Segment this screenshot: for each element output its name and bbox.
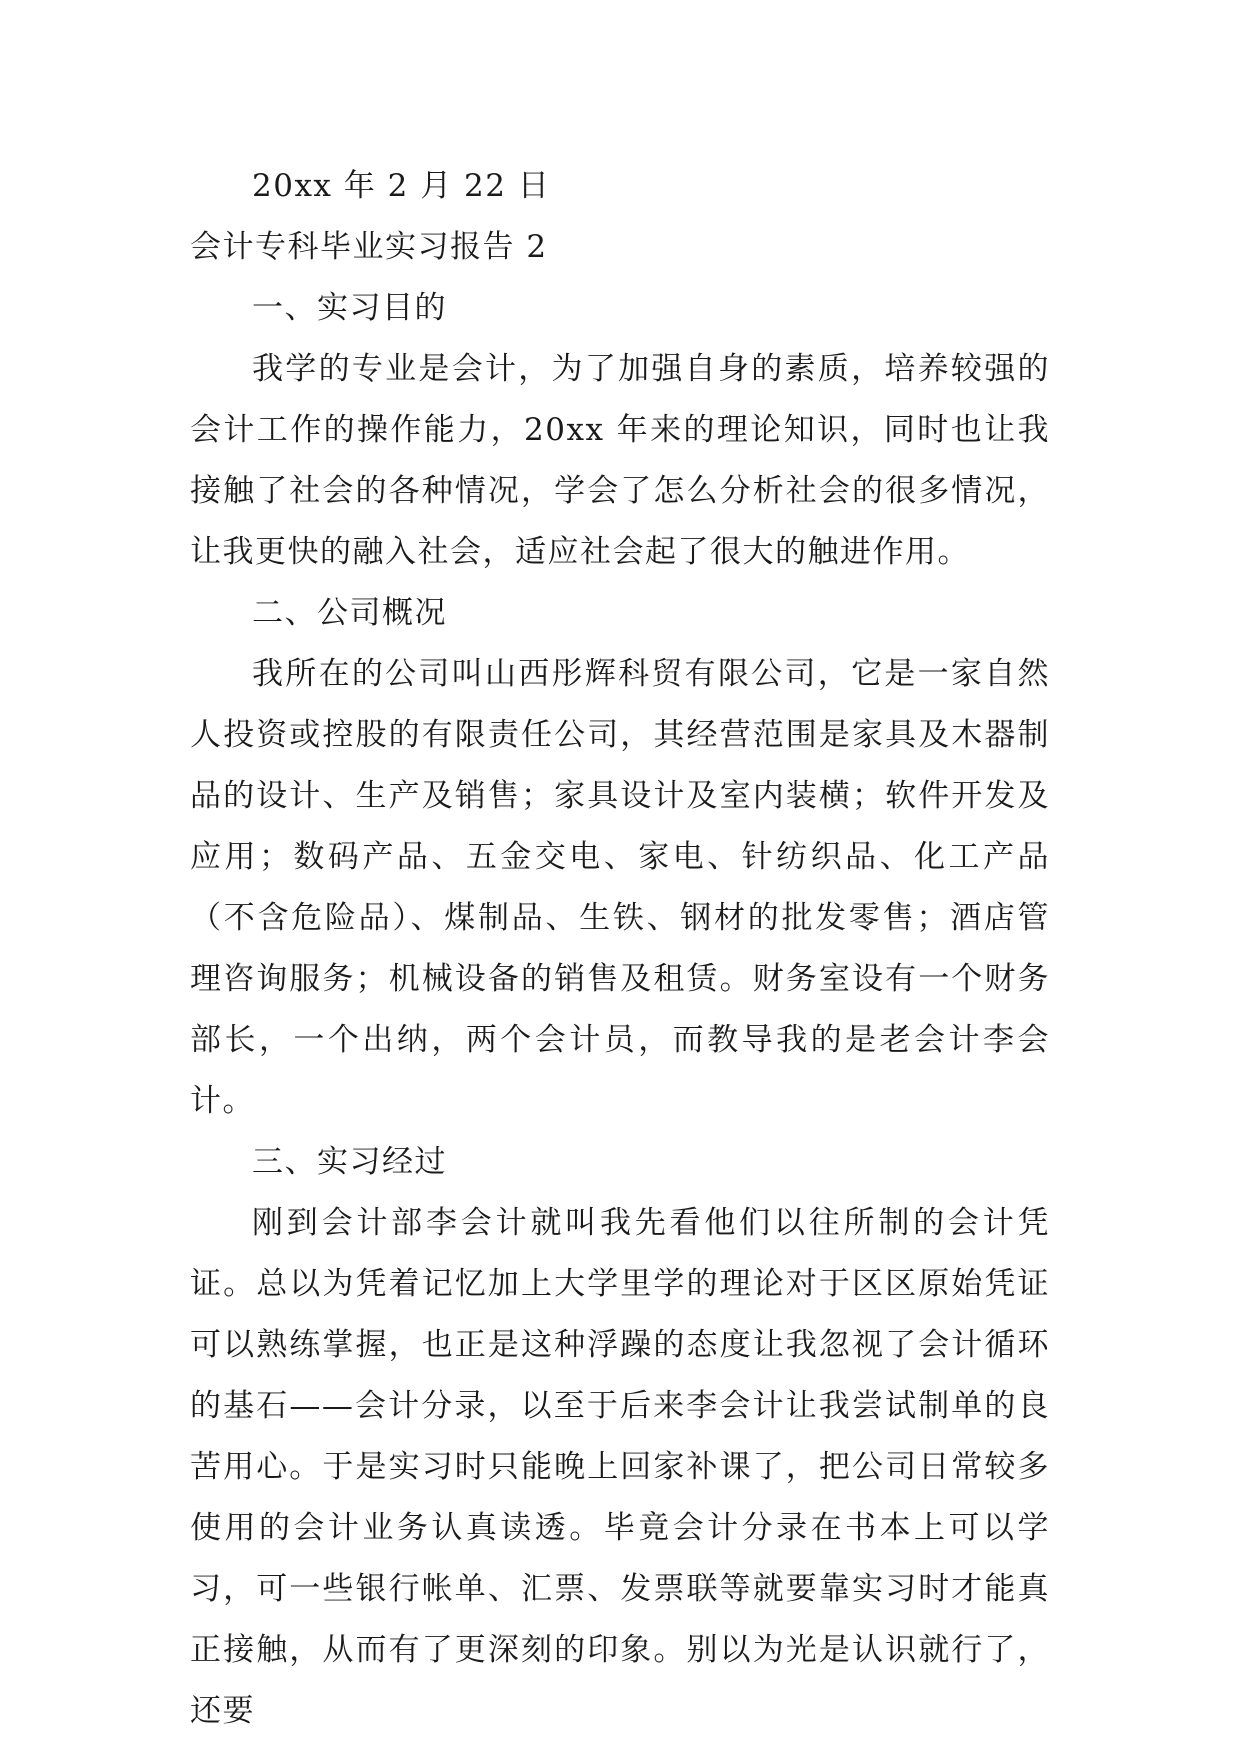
report-title: 会计专科毕业实习报告 2 <box>190 229 548 265</box>
section-paragraph-process: 刚到会计部李会计就叫我先看他们以往所制的会计凭证。总以为凭着记忆加上大学里学的理论对于区区原始凭证可以熟练掌握，也正是这种浮躁的态度让我忽视了会计循环的基石——会计分录，以至于后来李会计让我尝试制单的良苦用心。于是实习时只能晚上回家补课了，把公司日常较多使用的会计业务认真读透。毕竟会计分录在书本上可以学习，可一些银行帐单、汇票、发票联等就要靠实习时才能真正接触，从而有了更深刻的印象。别以为光是认识就行了，还要 <box>190 1205 1050 1729</box>
section-heading-purpose: 一、实习目的 <box>252 290 447 326</box>
document-page <box>190 156 1050 1742</box>
report-date: 20xx 年 2 月 22 日 <box>252 168 551 204</box>
section-paragraph-company: 我所在的公司叫山西彤辉科贸有限公司，它是一家自然人投资或控股的有限责任公司，其经营范围是家具及木器制品的设计、生产及销售；家具设计及室内装横；软件开发及应用；数码产品、五金交电、家电、针纺织品、化工产品（不含危险品）、煤制品、生铁、钢材的批发零售；酒店管理咨询服务；机械设备的销售及租赁。财务室设有一个财务部长，一个出纳，两个会计员，而教导我的是老会计李会计。 <box>190 656 1050 1119</box>
section-heading-company: 二、公司概况 <box>252 595 447 631</box>
section-heading-process: 三、实习经过 <box>252 1144 447 1180</box>
section-paragraph-purpose: 我学的专业是会计，为了加强自身的素质，培养较强的会计工作的操作能力，20xx 年来的理论知识，同时也让我接触了社会的各种情况，学会了怎么分析社会的很多情况，让我更快的融入社会，适应社会起了很大的触进作用。 <box>190 351 1050 570</box>
